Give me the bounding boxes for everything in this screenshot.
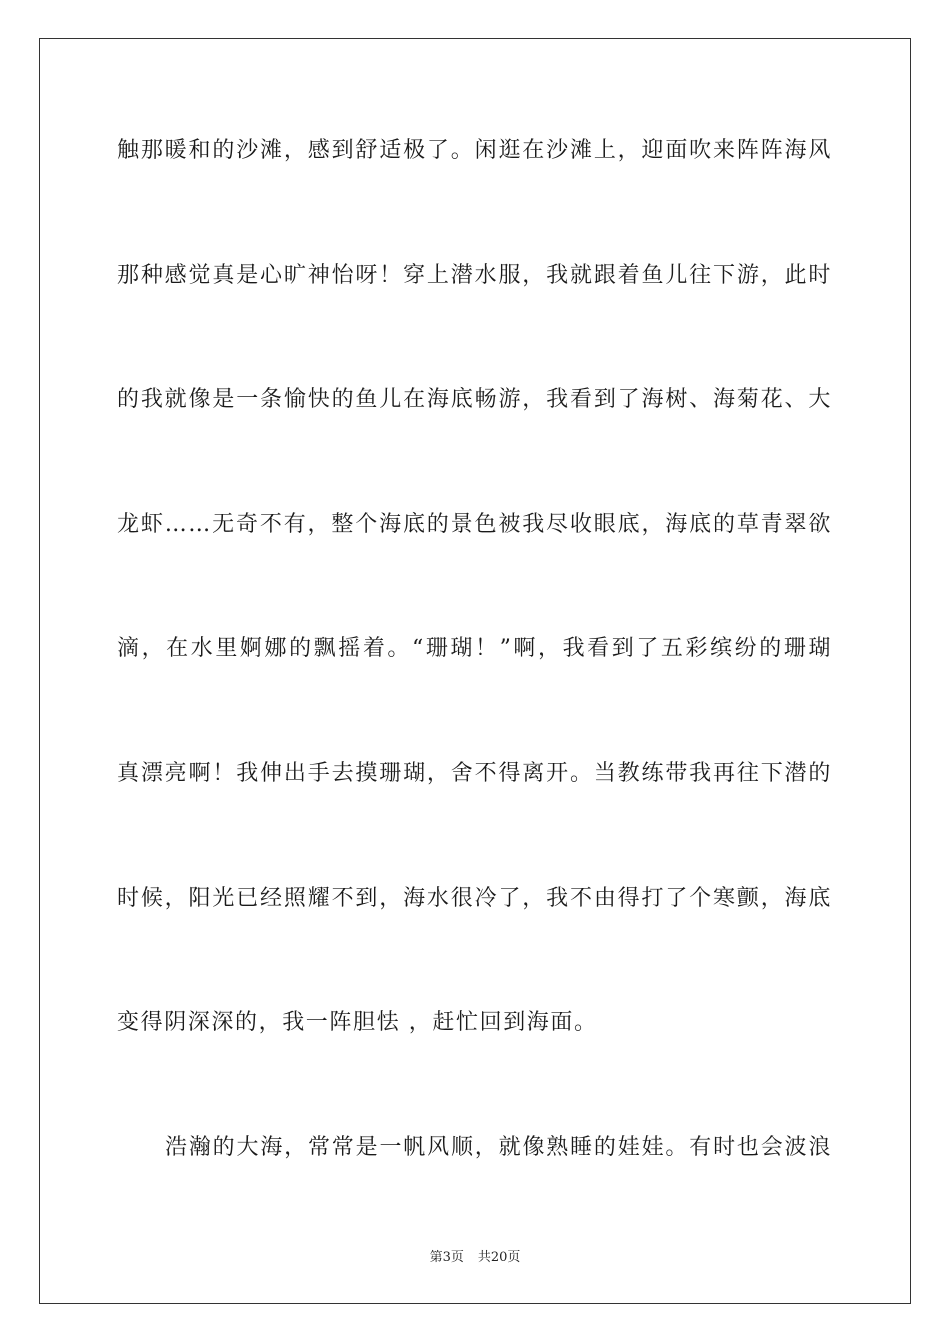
- text-line: 时候，阳光已经照耀不到，海水很冷了，我不由得打了个寒颤，海底: [117, 885, 832, 911]
- document-body: [117, 125, 832, 1246]
- text-line: 那种感觉真是心旷神怡呀！穿上潜水服，我就跟着鱼儿往下游，此时: [117, 262, 832, 288]
- page-footer: [0, 1246, 950, 1265]
- page-number: 第3页: [429, 1250, 464, 1265]
- text-line: 触那暖和的沙滩，感到舒适极了。闲逛在沙滩上，迎面吹来阵阵海风: [117, 138, 832, 163]
- text-line: 的我就像是一条愉快的鱼儿在海底畅游，我看到了海树、海菊花、大: [117, 387, 832, 413]
- text-line: 真漂亮啊！我伸出手去摸珊瑚，舍不得离开。当教练带我再往下潜的: [117, 760, 832, 786]
- text-line-paragraph-start: 浩瀚的大海，常常是一帆风顺，就像熟睡的娃娃。有时也会波浪: [165, 1134, 832, 1160]
- text-line: 滴，在水里婀娜的飘摇着。“珊瑚！”啊，我看到了五彩缤纷的珊瑚: [117, 636, 832, 662]
- page-total: 共20页: [477, 1250, 521, 1265]
- text-line-paragraph-end: 变得阴深深的，我一阵胆怯 ，赶忙回到海面。: [117, 1010, 598, 1036]
- text-line: 龙虾……无奇不有，整个海底的景色被我尽收眼底，海底的草青翠欲: [117, 511, 832, 537]
